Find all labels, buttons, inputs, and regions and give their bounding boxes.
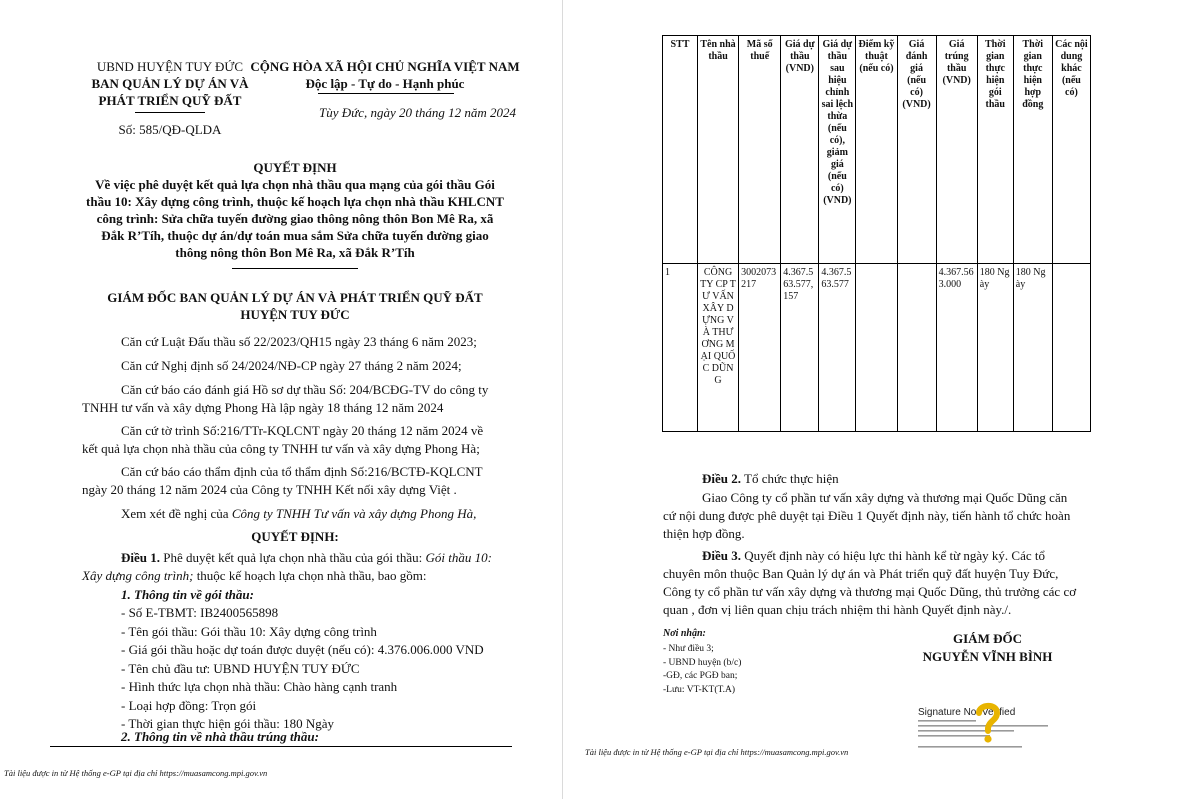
- article-1-line-1: [121, 549, 521, 567]
- agency-line-2: BAN QUẢN LÝ DỰ ÁN VÀ: [91, 76, 249, 91]
- article-3-line-3: Công ty cổ phần tư vấn xây dựng và thương mại Quốc Dũng, thủ trưởng các cơ: [663, 584, 1077, 599]
- header-cell: Giá đánh giá (nếu có) (VND): [897, 36, 936, 264]
- article-3-line-4: quan , đơn vị liên quan chịu trách nhiệm thi hành Quyết định này./.: [663, 602, 1012, 617]
- article-2-body-2: cứ nội dung được phê duyệt tại Điều 1 Quyết định này, tiến hành tổ chức hoàn: [663, 508, 1071, 523]
- article-2-title: [702, 470, 1102, 488]
- doc-number: Số: 585/QĐ-QLDA: [118, 122, 222, 137]
- basis-5a: Căn cứ báo cáo thẩm định của tổ thẩm định Số:216/BCTĐ-KQLCNT: [121, 464, 483, 479]
- article-1-text: Phê duyệt kết quả lựa chọn nhà thầu của gói thầu:: [160, 550, 426, 565]
- document-page-left: [0, 0, 563, 799]
- article-1-text-2: thuộc kế hoạch lựa chọn nhà thầu, bao gồm:: [193, 568, 427, 583]
- motto-underline: [318, 93, 454, 94]
- list-item: - Tên chủ đầu tư: UBND HUYỆN TUY ĐỨC: [121, 660, 360, 676]
- agency-line-3: PHÁT TRIỂN QUỸ ĐẤT: [98, 93, 242, 108]
- footer-left: Tài liệu được in từ Hệ thống e-GP tại địa chỉ https://muasamcong.mpi.gov.vn: [4, 768, 268, 778]
- decision-title: QUYẾT ĐỊNH: [253, 160, 337, 175]
- row-evaluated-price: [897, 264, 936, 432]
- motto: Độc lập - Tự do - Hạnh phúc: [305, 76, 465, 91]
- basis-4b: kết quả lựa chọn nhà thầu của công ty TNHH tư vấn và xây dựng Phong Hà;: [82, 441, 480, 456]
- row-adjusted-price: 4.367.563.577: [819, 264, 856, 432]
- section-2-title: 2. Thông tin về nhà thầu trúng thầu:: [121, 729, 319, 744]
- subject-line: Đắk R’Tíh, thuộc dự án/dự toán mua sắm Sửa chữa tuyến đường giao: [101, 228, 489, 243]
- row-contract-duration: 180 Ngày: [1013, 264, 1052, 432]
- basis-2: Căn cứ Nghị định số 24/2024/NĐ-CP ngày 27 tháng 2 năm 2024;: [121, 358, 462, 373]
- header-cell: STT: [663, 36, 698, 264]
- recipient-item: - Như điều 3;: [663, 644, 714, 654]
- header-cell: Điểm kỹ thuật (nếu có): [856, 36, 897, 264]
- recipients-list: [663, 643, 741, 697]
- row-stt: 1: [663, 264, 698, 432]
- page-bottom-rule: [50, 746, 512, 747]
- list-item: - Tên gói thầu: Gói thầu 10: Xây dựng công trình: [121, 623, 377, 639]
- header-cell: Thời gian thực hiện gói thầu: [977, 36, 1013, 264]
- signature-question-mark-icon: [973, 700, 1003, 744]
- authority-line-1: GIÁM ĐỐC BAN QUẢN LÝ DỰ ÁN VÀ PHÁT TRIỂN QUỸ ĐẤT: [107, 290, 483, 305]
- article-1-line-2: [82, 567, 522, 585]
- row-bid-price: 4.367.563.577,157: [781, 264, 819, 432]
- agency-underline: [135, 112, 205, 113]
- subject-line: Về việc phê duyệt kết quả lựa chọn nhà thầu qua mạng của gói thầu Gói: [95, 177, 495, 192]
- table-header-row: [663, 36, 1091, 264]
- list-item: - Số E-TBMT: IB2400565898: [121, 605, 279, 620]
- row-contractor-name: CÔNG TY CP TƯ VẤN XÂY DỰNG VÀ THƯƠNG MẠI QUỐC DŨNG: [697, 264, 738, 432]
- decision-subject: [60, 176, 530, 261]
- subject-underline: [232, 268, 358, 269]
- package-info-list: [121, 604, 521, 734]
- recipients-title: Nơi nhận:: [663, 628, 706, 639]
- header-cell: Thời gian thực hiện hợp đồng: [1013, 36, 1052, 264]
- place-date: Tùy Đức, ngày 20 tháng 12 năm 2024: [318, 105, 516, 120]
- agency-line-1: UBND HUYỆN TUY ĐỨC: [96, 59, 244, 74]
- proposal: [121, 505, 521, 523]
- header-cell: Giá dự thầu (VND): [781, 36, 819, 264]
- row-package-duration: 180 Ngày: [977, 264, 1013, 432]
- basis-3a: Căn cứ báo cáo đánh giá Hồ sơ dự thầu Số: 204/BCĐG-TV do công ty: [121, 382, 489, 397]
- subject-line: công trình: Sửa chữa tuyến đường giao thông nông thôn Bon Mê Ra, xã: [96, 211, 494, 226]
- article-3-text: Quyết định này có hiệu lực thi hành kể từ ngày ký. Các tổ: [741, 548, 1045, 563]
- article-1-package-name: Xây dựng công trình;: [82, 568, 194, 583]
- row-winning-price: 4.367.563.000: [936, 264, 977, 432]
- article-1-label: Điều 1.: [121, 550, 160, 565]
- signer-name: NGUYỄN VĨNH BÌNH: [922, 649, 1053, 664]
- basis-1: Căn cứ Luật Đấu thầu số 22/2023/QH15 ngày 23 tháng 6 năm 2023;: [121, 334, 477, 349]
- agency-header: [80, 58, 260, 109]
- row-other: [1052, 264, 1090, 432]
- article-1-package: Gói thầu 10:: [425, 550, 492, 565]
- header-cell: Các nội dung khác (nếu có): [1052, 36, 1090, 264]
- decides-title: QUYẾT ĐỊNH:: [251, 529, 339, 544]
- row-technical-score: [856, 264, 897, 432]
- signature-status: Signature Not Verified: [918, 707, 1016, 718]
- basis-4a: Căn cứ tờ trình Số:216/TTr-KQLCNT ngày 20 tháng 12 năm 2024 về: [121, 423, 484, 438]
- recipient-item: -Lưu: VT-KT(T.A): [663, 684, 735, 695]
- list-item: - Hình thức lựa chọn nhà thầu: Chào hàng cạnh tranh: [121, 679, 398, 694]
- article-2-body-1: Giao Công ty cổ phần tư vấn xây dựng và thương mại Quốc Dũng căn: [702, 490, 1068, 505]
- header-cell: Tên nhà thầu: [697, 36, 738, 264]
- table-row: [663, 264, 1091, 432]
- header-cell: Mã số thuế: [739, 36, 781, 264]
- article-2-label: Điều 2.: [702, 471, 741, 486]
- article-2-heading: Tổ chức thực hiện: [741, 471, 839, 486]
- recipient-item: -GĐ, các PGĐ ban;: [663, 671, 738, 681]
- section-1-title: 1. Thông tin về gói thầu:: [121, 587, 254, 602]
- basis-5b: ngày 20 tháng 12 năm 2024 của Công ty TNHH Kết nối xây dựng Việt .: [82, 482, 457, 497]
- proposal-company: Công ty TNHH Tư vấn và xây dựng Phong Hà,: [231, 506, 477, 521]
- article-2-body-3: thiện hợp đồng.: [663, 526, 745, 541]
- footer-right: Tài liệu được in từ Hệ thống e-GP tại địa chỉ https://muasamcong.mpi.gov.vn: [585, 747, 849, 757]
- proposal-prefix: Xem xét đề nghị của: [121, 506, 232, 521]
- header-cell: Giá trúng thầu (VND): [936, 36, 977, 264]
- article-3-label: Điều 3.: [702, 548, 741, 563]
- row-tax-code: 3002073217: [739, 264, 781, 432]
- signer-title: GIÁM ĐỐC: [953, 631, 1022, 646]
- subject-line: thầu 10: Xây dựng công trình, thuộc kế hoạch lựa chọn nhà thầu KHLCNT: [86, 194, 504, 209]
- authority-line-2: HUYỆN TUY ĐỨC: [240, 307, 350, 322]
- article-3-line-2: chuyên môn thuộc Ban Quản lý dự án và Phát triển quỹ đất huyện Tuy Đức,: [663, 566, 1059, 581]
- basis-3b: TNHH tư vấn và xây dựng Phong Hà lập ngày 18 tháng 12 năm 2024: [82, 400, 444, 415]
- list-item: - Giá gói thầu hoặc dự toán được duyệt (nếu có): 4.376.006.000 VND: [121, 642, 484, 657]
- article-3-line-1: [702, 547, 1112, 565]
- nation-title: CỘNG HÒA XÃ HỘI CHỦ NGHĨA VIỆT NAM: [250, 59, 520, 74]
- list-item: - Loại hợp đồng: Trọn gói: [121, 697, 257, 713]
- subject-line: thông nông thôn Bon Mê Ra, xã Đắk R’Tíh: [175, 245, 415, 260]
- header-cell: Giá dự thầu sau hiệu chỉnh sai lệch thừa (nếu có), giảm giá (nếu có) (VND): [819, 36, 856, 264]
- contractor-table: [662, 35, 1091, 432]
- list-item: - Thời gian thực hiện gói thầu: 180 Ngày: [121, 716, 334, 731]
- recipient-item: - UBND huyện (b/c): [663, 657, 742, 668]
